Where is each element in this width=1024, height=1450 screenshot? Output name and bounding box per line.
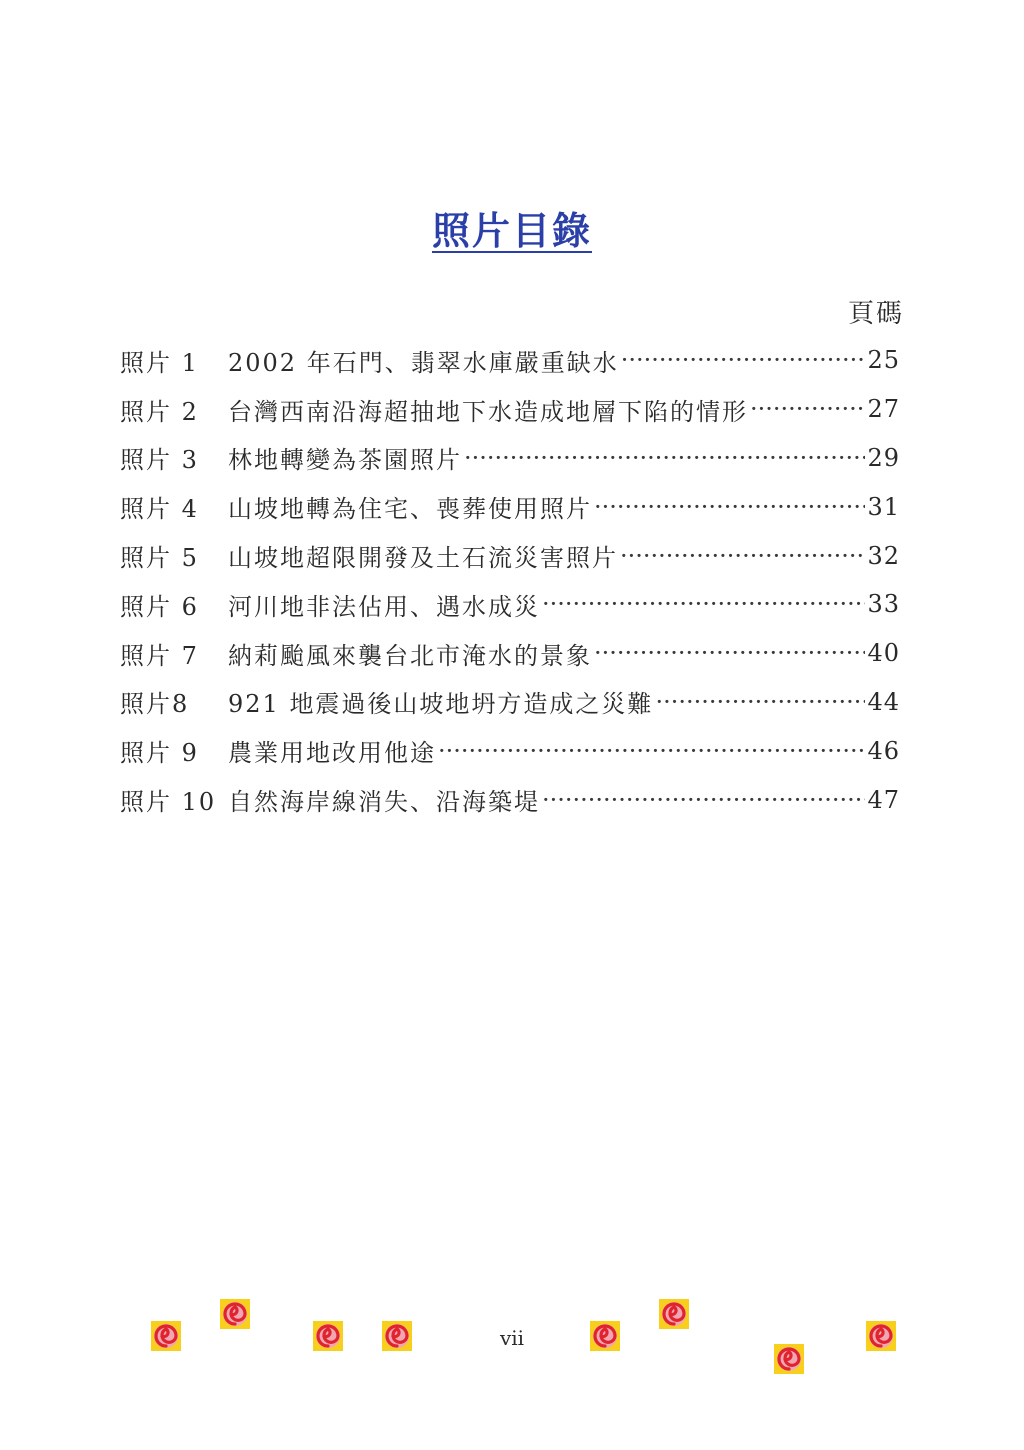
- entry-title: 河川地非法佔用、遇水成災: [228, 592, 540, 621]
- swirl-icon: [151, 1321, 181, 1351]
- swirl-icon: [382, 1321, 412, 1351]
- dot-leader: [594, 493, 865, 521]
- entry-title: 納莉颱風來襲台北市淹水的景象: [228, 641, 592, 670]
- entry-page-number: 40: [867, 639, 900, 668]
- entry-label: 照片8: [120, 690, 190, 719]
- entry-page-number: 33: [867, 590, 900, 619]
- photo-index-list: [120, 336, 900, 824]
- entry-label: 照片 2: [120, 397, 199, 426]
- toc-entry-3: [120, 434, 900, 483]
- page-title: 照片目錄: [431, 209, 592, 253]
- entry-label: 照片 5: [120, 544, 199, 573]
- entry-title: 台灣西南沿海超抽地下水造成地層下陷的情形: [228, 397, 748, 426]
- entry-label: 照片 9: [120, 739, 199, 768]
- entry-label: 照片 1: [120, 348, 199, 377]
- entry-label: 照片 10: [120, 788, 217, 817]
- dot-leader: [542, 786, 865, 814]
- dot-leader: [655, 688, 865, 716]
- entry-label: 照片 4: [120, 495, 199, 524]
- dot-leader: [750, 395, 865, 423]
- entry-title: 自然海岸線消失、沿海築堤: [228, 788, 540, 817]
- entry-title: 2002 年石門、翡翠水庫嚴重缺水: [228, 348, 619, 377]
- entry-label: 照片 6: [120, 592, 199, 621]
- swirl-icon: [590, 1321, 620, 1351]
- dot-leader: [542, 590, 865, 618]
- entry-label: 照片 7: [120, 641, 199, 670]
- entry-page-number: 44: [867, 687, 900, 716]
- entry-page-number: 29: [867, 443, 900, 472]
- entry-page-number: 31: [867, 492, 900, 521]
- toc-entry-7: [120, 629, 900, 678]
- entry-label: 照片 3: [120, 446, 199, 475]
- page-number-column-header: 頁碼: [847, 299, 904, 329]
- toc-entry-6: [120, 580, 900, 629]
- dot-leader: [621, 346, 866, 374]
- toc-entry-8: [120, 678, 900, 727]
- entry-page-number: 27: [867, 395, 900, 424]
- toc-entry-4: [120, 482, 900, 531]
- entry-page-number: 25: [867, 346, 900, 375]
- dot-leader: [438, 737, 865, 765]
- dot-leader: [620, 542, 865, 570]
- entry-title: 林地轉變為茶園照片: [228, 446, 462, 475]
- entry-page-number: 47: [867, 785, 900, 814]
- page-folio: vii: [499, 1326, 525, 1350]
- swirl-icon: [659, 1299, 689, 1329]
- entry-title: 921 地震過後山坡地坍方造成之災難: [228, 690, 654, 719]
- swirl-icon: [220, 1299, 250, 1329]
- swirl-icon: [866, 1321, 896, 1351]
- swirl-icon: [774, 1344, 804, 1374]
- toc-entry-9: [120, 726, 900, 775]
- entry-page-number: 32: [867, 541, 900, 570]
- toc-entry-2: [120, 385, 900, 434]
- dot-leader: [594, 639, 865, 667]
- swirl-icon: [313, 1321, 343, 1351]
- toc-entry-10: [120, 775, 900, 824]
- entry-title: 山坡地超限開發及土石流災害照片: [228, 544, 618, 573]
- entry-page-number: 46: [867, 736, 900, 765]
- entry-title: 山坡地轉為住宅、喪葬使用照片: [228, 495, 592, 524]
- toc-entry-1: [120, 336, 900, 385]
- dot-leader: [464, 444, 865, 472]
- toc-entry-5: [120, 531, 900, 580]
- entry-title: 農業用地改用他途: [228, 739, 436, 768]
